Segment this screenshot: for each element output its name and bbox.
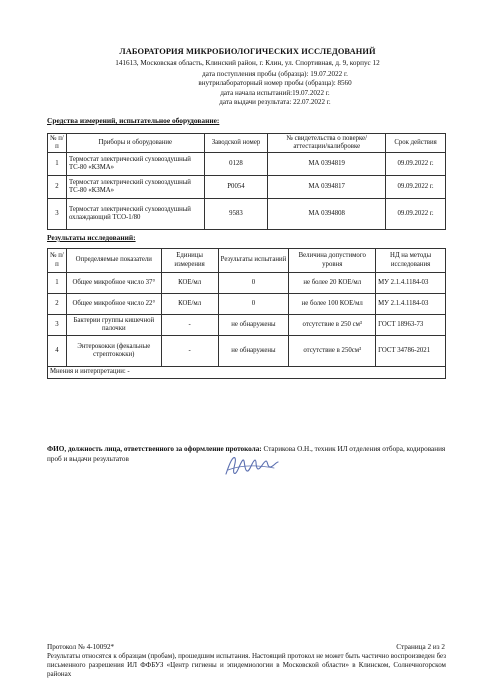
certificate-number: МА 0394808 (268, 199, 386, 230)
lab-title: ЛАБОРАТОРИЯ МИКРОБИОЛОГИЧЕСКИХ ИССЛЕДОВАНИЙ (119, 47, 376, 56)
results-section-title: Результаты исследований: (47, 233, 136, 242)
lab-number: внутрилабораторный номер пробы (образца): 8560 (198, 79, 352, 88)
allowed-limit: отсутствие в 250 см³ (289, 315, 376, 336)
col-header: Единицы измерения (161, 249, 218, 273)
result-value: 0 (218, 294, 289, 315)
equipment-table (47, 133, 446, 230)
table-header-row (48, 249, 446, 273)
responsible-name: Старикова О.Н., техник ИЛ отделения отбора, кодирования проб и выдачи результатов (47, 445, 446, 463)
equipment-name: Термостат электрический суховоздушный охлаждающий ТСО-1/80 (66, 199, 204, 230)
page-number: Страница 2 из 2 (396, 643, 445, 651)
opinions-interpretations: Мнения и интерпретации: - (48, 367, 446, 379)
date-start: дата начала испытаний:19.07.2022 г. (220, 88, 330, 97)
method-doc: МУ 2.1.4.1184-03 (376, 294, 446, 315)
col-header: Результаты испытаний (218, 249, 289, 273)
table-row (48, 315, 446, 336)
indicator: Энтерококки (фекальные стрептококки) (66, 336, 161, 367)
signature-image (222, 452, 282, 480)
method-doc: ГОСТ 34786-2021 (376, 336, 446, 367)
row-num: 1 (48, 153, 67, 176)
row-num: 3 (48, 199, 67, 230)
col-header: Определяемые показатели (66, 249, 161, 273)
unit: - (161, 315, 218, 336)
indicator: Общее микробное число 22° (66, 294, 161, 315)
result-value: 0 (218, 273, 289, 294)
col-header: Срок действия (386, 134, 446, 153)
results-table (47, 248, 446, 379)
col-header: № п/п (48, 249, 67, 273)
equipment-name: Термостат электрический суховоздушный ТС-80 «КЗМА» (66, 153, 204, 176)
serial-number: 9583 (204, 199, 268, 230)
valid-until: 09.09.2022 г. (386, 153, 446, 176)
row-num: 1 (48, 273, 67, 294)
protocol-number: Протокол № 4-10092* (47, 643, 115, 651)
col-header: Заводской номер (204, 134, 268, 153)
allowed-limit: не более 20 КОЕ/мл (289, 273, 376, 294)
certificate-number: МА 0394819 (268, 153, 386, 176)
table-row (48, 153, 446, 176)
valid-until: 09.09.2022 г. (386, 176, 446, 199)
table-header-row (48, 134, 446, 153)
method-doc: МУ 2.1.4.1184-03 (376, 273, 446, 294)
serial-number: Р0054 (204, 176, 268, 199)
row-num: 2 (48, 176, 67, 199)
row-num: 4 (48, 336, 67, 367)
indicator: Общее микробное число 37° (66, 273, 161, 294)
serial-number: 0128 (204, 153, 268, 176)
table-row (48, 336, 446, 367)
table-row (48, 273, 446, 294)
allowed-limit: отсутствие в 250см³ (289, 336, 376, 367)
sample-meta (150, 70, 400, 108)
table-row (48, 176, 446, 199)
certificate-number: МА 0394817 (268, 176, 386, 199)
date-received: дата поступления пробы (образца): 19.07.2022 г. (202, 70, 348, 78)
table-row (48, 367, 446, 379)
col-header: № свидетельства о поверке/аттестации/калибровке (268, 134, 386, 153)
col-header: № п/п (48, 134, 67, 153)
table-row (48, 294, 446, 315)
row-num: 2 (48, 294, 67, 315)
method-doc: ГОСТ 18963-73 (376, 315, 446, 336)
row-num: 3 (48, 315, 67, 336)
table-row (48, 199, 446, 230)
allowed-limit: не более 100 КОЕ/мл (289, 294, 376, 315)
indicator: Бактерии группы кишечной палочки (66, 315, 161, 336)
result-value: не обнаружены (218, 315, 289, 336)
equipment-section-title: Средства измерений, испытательное оборудование: (47, 116, 220, 125)
date-issued: дата выдачи результата: 22.07.2022 г. (219, 98, 331, 107)
equipment-name: Термостат электрический суховоздушный ТС-80 «КЗМА» (66, 176, 204, 199)
valid-until: 09.09.2022 г. (386, 199, 446, 230)
responsible-label: ФИО, должность лица, ответственного за оформление протокола: (47, 445, 262, 453)
unit: - (161, 336, 218, 367)
unit: КОЕ/мл (161, 294, 218, 315)
result-value: не обнаружены (218, 336, 289, 367)
col-header: Приборы и оборудование (66, 134, 204, 153)
footer-disclaimer: Результаты относятся к образцам (пробам), прошедшим испытания. Настоящий протокол не может быть частично воспроизведен без письменного разрешения ИЛ ФФБУЗ «Центр гигиены и эпидемиологии в Московской области» в Клинском, Солнечногорском районах (47, 652, 446, 679)
col-header: Величина допустимого уровня (289, 249, 376, 273)
unit: КОЕ/мл (161, 273, 218, 294)
lab-address: 141613, Московская область, Клинский район, г. Клин, ул. Спортивная, д. 9, корпус 12 (115, 59, 380, 67)
col-header: НД на методы исследования (376, 249, 446, 273)
